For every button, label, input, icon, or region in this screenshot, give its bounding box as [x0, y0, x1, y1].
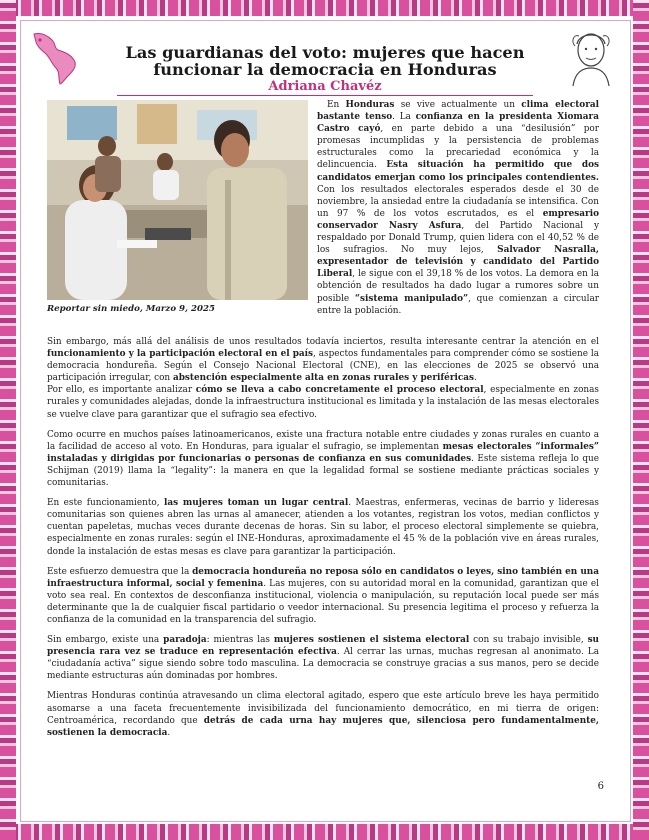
bold-emphasis: Honduras [345, 100, 395, 110]
title-line-2: funcionar la democracia en Honduras [153, 60, 497, 79]
bold-emphasis: funcionamiento y la participación electoral en el país [47, 349, 314, 360]
bold-emphasis: abstención especialmente alta en zonas rurales y periféricas [172, 373, 475, 384]
bold-emphasis: “sistema manipulado” [354, 293, 469, 304]
decorative-border-top [0, 0, 649, 16]
bold-emphasis: confianza en la presidenta Xiomara Castro cayó [317, 112, 599, 135]
bold-emphasis: su presencia rara vez se traduce en representación efectiva [47, 635, 600, 658]
latin-america-map-icon [28, 28, 86, 86]
bold-emphasis: paradoja [163, 635, 207, 646]
body-paragraph-1: Sin embargo, más allá del análisis de unos resultados todavía inciertos, resulta interesante centrar la atención en el funcionamiento y la participación electoral en el país, aspectos fundamentales para comprender cómo se sostiene la democracia hondureña. Según el Consejo Nacional Electoral (CNE), en las elecciones de 2025 se observó una participación irregular, con abstención especialmente alta en zonas rurales y periféricas. [47, 337, 599, 384]
bold-emphasis: Esta situación ha permitido que dos candidatos emerjan como los principales contendientes. [317, 160, 599, 183]
intro-paragraph: En Honduras se vive actualmente un clima electoral bastante tenso. La confianza en la presidenta Xiomara Castro cayó, en parte debido a una “desilusión” por promesas incumplidas y la persistencia de problemas estructurales como la precariedad económica y la delincuencia. Esta situación ha permitido que dos candidatos emerjan como los principales contendientes. Con los resultados electorales esperados desde el 30 de noviembre, la ansiedad entre la ciudadanía se intensifica. Con un 97 % de los votos escrutados, es el empresario conservador Nasry Asfura, del Partido Nacional y respaldado por Donald Trump, quien lidera con el 40,52 % de los sufragios. No muy lejos, Salvador Nasralla, expresentador de televisión y candidato del Partido Liberal, le sigue con el 39,18 % de los votos. La demora en la obtención de resultados ha dado lugar a rumores sobre un posible “sistema manipulado”, que comienzan a circular entre la población. [317, 100, 600, 316]
bold-emphasis: mujeres sostienen el sistema electoral [273, 635, 470, 646]
decorative-border-bottom [0, 824, 649, 840]
body-paragraph-2: Por ello, es importante analizar cómo se lleva a cabo concretamente el proceso electoral, especialmente en zonas rurales y comunidades alejadas, donde la infraestructura institucional es limitada y la instalación de las mesas electorales se vuelve clave para garantizar que el sufragio sea efectivo. [47, 385, 599, 420]
body-paragraph-3: Como ocurre en muchos países latinoamericanos, existe una fractura notable entre ciudades y zonas rurales en cuanto a la facilidad de acceso al voto. En Honduras, para igualar el sufragio, se implementan mesas electorales “informales” instaladas y dirigidas por funcionarias o personas de confianza en sus comunidades. Este sistema refleja lo que Schijman (2019) llama la “legality”: la manera en que la legalidad formal se sostiene mediante prácticas sociales y comunitarias. [47, 429, 600, 489]
title-line-1: Las guardianas del voto: mujeres que hacen [125, 43, 525, 62]
author-portrait-sketch [561, 26, 621, 88]
author-name: Adriana Chavéz [268, 79, 382, 94]
bold-emphasis: mesas electorales “informales” instaladas y dirigidas por funcionarias o personas de confianza en sus comunidades [47, 441, 600, 464]
photo-caption: Reportar sin miedo, Marzo 9, 2025 [47, 304, 215, 314]
decorative-border-left [0, 0, 16, 840]
article-header [22, 22, 627, 94]
body-paragraph-6: Sin embargo, existe una paradoja: mientras las mujeres sostienen el sistema electoral con su trabajo invisible, su presencia rara vez se traduce en representación efectiva. Al cerrar las urnas, muchas regresan al anonimato. La “ciudadanía activa” sigue siendo sobre todo masculina. La democracia se construye gracias a sus manos, pero se decide mediante estructuras aún dominadas por hombres. [47, 635, 600, 682]
article-title [100, 44, 550, 78]
bold-emphasis: las mujeres toman un lugar central [164, 498, 349, 509]
bold-emphasis: Salvador Nasralla, expresentador de televisión y candidato del Partido Liberal [317, 245, 599, 280]
article-body [47, 336, 599, 747]
polling-station-photo [47, 100, 308, 300]
bold-emphasis: cómo se lleva a cabo concretamente el proceso electoral [195, 385, 484, 396]
bold-emphasis: democracia hondureña no reposa sólo en candidatos o leyes, sino también en una infraestructura informal, social y femenina [47, 566, 600, 589]
body-paragraph-7: Mientras Honduras continúa atravesando un clima electoral agitado, espero que este artículo breve les haya permitido asomarse a una faceta frecuentemente invisibilizada del funcionamiento democrático, en mi tierra de origen: Centroamérica, recordando que detrás de cada urna hay mujeres que, silenciosa pero fundamentalmente, sostienen la democracia. [47, 691, 599, 738]
page-number: 6 [597, 781, 604, 792]
bold-emphasis: clima electoral bastante tenso [317, 100, 600, 123]
decorative-border-right [633, 0, 649, 840]
intro-column [317, 99, 599, 317]
bold-emphasis: empresario conservador Nasry Asfura [317, 208, 599, 231]
bold-emphasis: detrás de cada urna hay mujeres que, silenciosa pero fundamentalmente, sostienen la democracia [47, 715, 599, 738]
body-paragraph-4: En este funcionamiento, las mujeres toman un lugar central. Maestras, enfermeras, vecinas de barrio y lideresas comunitarias son quienes abren las urnas al amanecer, atienden a los votantes, registran los votos, median conflictos y cuentan papeletas, muchas veces durante decenas de horas. Sin su labor, el proceso electoral simplemente se quiebra, especialmente en zonas rurales: según el INE-Honduras, aproximadamente el 45 % de la población vive en áreas rurales, donde la instalación de estas mesas es clave para garantizar la participación. [47, 498, 599, 557]
title-divider [117, 95, 533, 96]
body-paragraph-5: Este esfuerzo demuestra que la democracia hondureña no reposa sólo en candidatos o leyes, sino también en una infraestructura informal, social y femenina. Las mujeres, con su autoridad moral en la comunidad, garantizan que el voto sea real. En contextos de desconfianza institucional, violencia o manipulación, su reputación local puede ser más determinante que la de cualquier fiscal partidario o veedor internacional. Su presencia legitima el proceso y refuerza la confianza de la comunidad en la transparencia del sufragio. [47, 566, 600, 625]
